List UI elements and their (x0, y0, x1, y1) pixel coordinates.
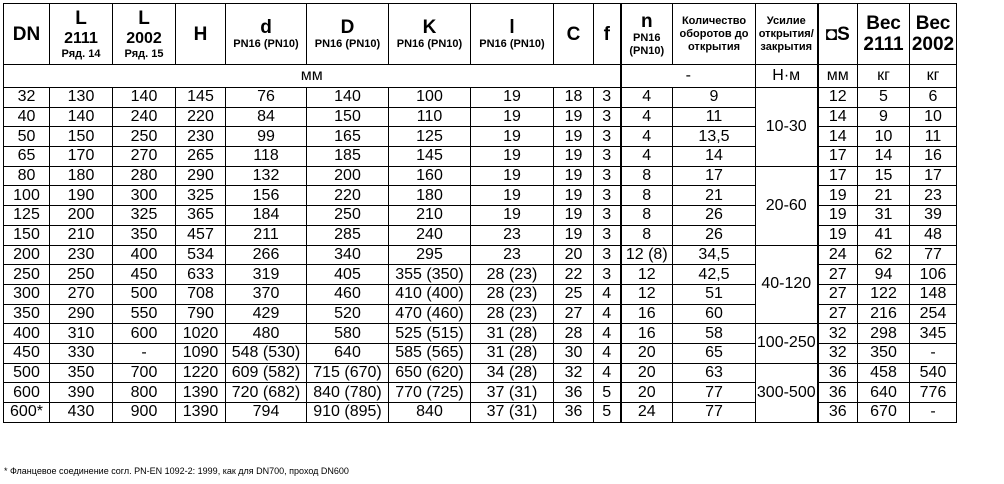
cell-l: 28 (23) (471, 265, 554, 285)
units-nm: Н·м (756, 65, 818, 88)
cell-turns: 77 (673, 383, 756, 403)
cell-d-small: 211 (226, 225, 307, 245)
units-row (4, 65, 957, 88)
cell-h: 1220 (176, 363, 226, 383)
cell-turns: 65 (673, 343, 756, 363)
cell-c: 19 (554, 206, 594, 226)
cell-weight-2002: 39 (910, 206, 957, 226)
table-row (4, 324, 957, 344)
cell-n: 16 (621, 324, 673, 344)
torque-group: 300-500 (756, 363, 818, 422)
cell-l2002: 350 (113, 225, 176, 245)
cell-k: 410 (400) (389, 284, 471, 304)
cell-d-small: 156 (226, 186, 307, 206)
header-weight-2111: Вес 2111 (858, 4, 910, 65)
cell-h: 325 (176, 186, 226, 206)
table-body (4, 88, 957, 423)
cell-d-large: 165 (307, 127, 389, 147)
cell-c: 19 (554, 186, 594, 206)
cell-c: 28 (554, 324, 594, 344)
cell-l2111: 200 (50, 206, 113, 226)
cell-weight-2002: 106 (910, 265, 957, 285)
cell-f: 3 (594, 245, 621, 265)
torque-group: 20-60 (756, 166, 818, 245)
cell-s: 36 (818, 403, 858, 423)
cell-dn: 600 (4, 383, 50, 403)
cell-n: 20 (621, 343, 673, 363)
cell-dn: 400 (4, 324, 50, 344)
cell-turns: 26 (673, 225, 756, 245)
cell-k: 650 (620) (389, 363, 471, 383)
cell-turns: 63 (673, 363, 756, 383)
cell-d-small: 132 (226, 166, 307, 186)
cell-dn: 50 (4, 127, 50, 147)
cell-k: 100 (389, 88, 471, 108)
cell-l: 28 (23) (471, 284, 554, 304)
cell-l2002: 250 (113, 127, 176, 147)
cell-s: 27 (818, 304, 858, 324)
cell-f: 4 (594, 284, 621, 304)
cell-d-small: 99 (226, 127, 307, 147)
torque-group: 10-30 (756, 88, 818, 167)
cell-weight-2111: 458 (858, 363, 910, 383)
cell-weight-2002: 148 (910, 284, 957, 304)
cell-dn: 150 (4, 225, 50, 245)
cell-l: 28 (23) (471, 304, 554, 324)
cell-f: 3 (594, 107, 621, 127)
cell-n: 20 (621, 363, 673, 383)
header-dn: DN (4, 4, 50, 65)
cell-d-large: 715 (670) (307, 363, 389, 383)
cell-weight-2111: 640 (858, 383, 910, 403)
cell-l2002: 550 (113, 304, 176, 324)
cell-s: 19 (818, 186, 858, 206)
cell-k: 585 (565) (389, 343, 471, 363)
cell-n: 12 (8) (621, 245, 673, 265)
cell-s: 32 (818, 343, 858, 363)
cell-l: 19 (471, 88, 554, 108)
cell-l: 23 (471, 245, 554, 265)
cell-k: 180 (389, 186, 471, 206)
cell-s: 32 (818, 324, 858, 344)
cell-f: 3 (594, 127, 621, 147)
cell-k: 770 (725) (389, 383, 471, 403)
cell-turns: 58 (673, 324, 756, 344)
cell-l2002: 800 (113, 383, 176, 403)
cell-turns: 51 (673, 284, 756, 304)
cell-l: 19 (471, 107, 554, 127)
cell-s: 14 (818, 127, 858, 147)
cell-d-small: 794 (226, 403, 307, 423)
units-mm-s: мм (818, 65, 858, 88)
cell-weight-2002: 77 (910, 245, 957, 265)
cell-k: 295 (389, 245, 471, 265)
cell-s: 17 (818, 166, 858, 186)
cell-d-large: 200 (307, 166, 389, 186)
cell-l2002: 500 (113, 284, 176, 304)
spec-table-wrapper (3, 3, 957, 423)
cell-weight-2002: 254 (910, 304, 957, 324)
cell-l: 19 (471, 166, 554, 186)
cell-f: 3 (594, 147, 621, 167)
cell-n: 12 (621, 284, 673, 304)
cell-l2111: 250 (50, 265, 113, 285)
cell-l2002: 400 (113, 245, 176, 265)
header-l2002: L 2002 Ряд. 15 (113, 4, 176, 65)
cell-l2111: 190 (50, 186, 113, 206)
cell-n: 8 (621, 166, 673, 186)
cell-d-large: 910 (895) (307, 403, 389, 423)
cell-dn: 350 (4, 304, 50, 324)
cell-l2111: 210 (50, 225, 113, 245)
cell-turns: 11 (673, 107, 756, 127)
cell-l2111: 310 (50, 324, 113, 344)
header-d-small: d PN16 (PN10) (226, 4, 307, 65)
cell-n: 8 (621, 225, 673, 245)
cell-c: 20 (554, 245, 594, 265)
cell-h: 790 (176, 304, 226, 324)
cell-f: 4 (594, 324, 621, 344)
cell-dn: 300 (4, 284, 50, 304)
cell-l: 37 (31) (471, 383, 554, 403)
cell-n: 12 (621, 265, 673, 285)
header-d-large: D PN16 (PN10) (307, 4, 389, 65)
header-c: C (554, 4, 594, 65)
cell-f: 5 (594, 383, 621, 403)
torque-group: 100-250 (756, 324, 818, 363)
cell-s: 27 (818, 265, 858, 285)
cell-weight-2111: 122 (858, 284, 910, 304)
table-row (4, 363, 957, 383)
cell-h: 220 (176, 107, 226, 127)
cell-weight-2111: 62 (858, 245, 910, 265)
cell-l: 23 (471, 225, 554, 245)
cell-d-small: 118 (226, 147, 307, 167)
header-k: K PN16 (PN10) (389, 4, 471, 65)
cell-l2111: 170 (50, 147, 113, 167)
cell-d-large: 460 (307, 284, 389, 304)
header-l: l PN16 (PN10) (471, 4, 554, 65)
cell-d-large: 285 (307, 225, 389, 245)
cell-weight-2111: 15 (858, 166, 910, 186)
cell-d-small: 609 (582) (226, 363, 307, 383)
cell-l2002: 600 (113, 324, 176, 344)
cell-d-small: 370 (226, 284, 307, 304)
cell-k: 125 (389, 127, 471, 147)
cell-weight-2111: 41 (858, 225, 910, 245)
cell-l2111: 430 (50, 403, 113, 423)
cell-l2002: 325 (113, 206, 176, 226)
cell-turns: 42,5 (673, 265, 756, 285)
cell-weight-2111: 94 (858, 265, 910, 285)
cell-dn: 600* (4, 403, 50, 423)
cell-weight-2111: 9 (858, 107, 910, 127)
cell-c: 19 (554, 225, 594, 245)
cell-c: 19 (554, 127, 594, 147)
header-f: f (594, 4, 621, 65)
cell-f: 3 (594, 186, 621, 206)
cell-c: 27 (554, 304, 594, 324)
cell-weight-2002: - (910, 343, 957, 363)
cell-l2111: 270 (50, 284, 113, 304)
cell-l2002: 300 (113, 186, 176, 206)
units-dash: - (621, 65, 756, 88)
cell-l: 19 (471, 127, 554, 147)
cell-h: 265 (176, 147, 226, 167)
cell-n: 24 (621, 403, 673, 423)
cell-h: 290 (176, 166, 226, 186)
cell-n: 4 (621, 147, 673, 167)
cell-n: 8 (621, 206, 673, 226)
cell-l2002: 700 (113, 363, 176, 383)
cell-dn: 32 (4, 88, 50, 108)
cell-d-large: 640 (307, 343, 389, 363)
cell-l: 37 (31) (471, 403, 554, 423)
cell-s: 12 (818, 88, 858, 108)
cell-h: 1090 (176, 343, 226, 363)
cell-n: 16 (621, 304, 673, 324)
cell-f: 3 (594, 88, 621, 108)
units-kg-2111: кг (858, 65, 910, 88)
cell-f: 3 (594, 206, 621, 226)
cell-l: 19 (471, 186, 554, 206)
cell-d-large: 405 (307, 265, 389, 285)
cell-k: 160 (389, 166, 471, 186)
cell-l2002: 140 (113, 88, 176, 108)
cell-l: 19 (471, 206, 554, 226)
cell-h: 1390 (176, 403, 226, 423)
cell-s: 19 (818, 225, 858, 245)
cell-weight-2002: 776 (910, 383, 957, 403)
cell-turns: 14 (673, 147, 756, 167)
cell-c: 32 (554, 363, 594, 383)
cell-c: 19 (554, 107, 594, 127)
cell-k: 840 (389, 403, 471, 423)
cell-f: 4 (594, 363, 621, 383)
cell-d-large: 340 (307, 245, 389, 265)
cell-weight-2002: 345 (910, 324, 957, 344)
cell-l2111: 390 (50, 383, 113, 403)
valve-spec-table (3, 3, 957, 423)
cell-weight-2002: 17 (910, 166, 957, 186)
cell-h: 708 (176, 284, 226, 304)
cell-d-small: 720 (682) (226, 383, 307, 403)
cell-h: 230 (176, 127, 226, 147)
cell-c: 25 (554, 284, 594, 304)
cell-c: 30 (554, 343, 594, 363)
cell-d-small: 319 (226, 265, 307, 285)
cell-h: 534 (176, 245, 226, 265)
cell-d-small: 266 (226, 245, 307, 265)
cell-k: 210 (389, 206, 471, 226)
units-mm: мм (4, 65, 621, 88)
cell-l: 31 (28) (471, 324, 554, 344)
cell-weight-2002: 10 (910, 107, 957, 127)
cell-l2111: 180 (50, 166, 113, 186)
cell-dn: 80 (4, 166, 50, 186)
cell-weight-2002: 16 (910, 147, 957, 167)
cell-weight-2002: 48 (910, 225, 957, 245)
cell-k: 525 (515) (389, 324, 471, 344)
header-row (4, 4, 957, 65)
cell-s: 36 (818, 363, 858, 383)
cell-dn: 450 (4, 343, 50, 363)
cell-weight-2002: 6 (910, 88, 957, 108)
cell-d-large: 250 (307, 206, 389, 226)
cell-s: 36 (818, 383, 858, 403)
cell-d-large: 150 (307, 107, 389, 127)
cell-f: 3 (594, 265, 621, 285)
cell-turns: 60 (673, 304, 756, 324)
cell-k: 355 (350) (389, 265, 471, 285)
cell-s: 19 (818, 206, 858, 226)
cell-f: 5 (594, 403, 621, 423)
footnote: * Фланцевое соединение согл. PN-EN 1092-2: 1999, как для DN700, проход DN600 (4, 466, 349, 476)
cell-n: 20 (621, 383, 673, 403)
cell-k: 145 (389, 147, 471, 167)
cell-n: 4 (621, 107, 673, 127)
cell-l2002: 900 (113, 403, 176, 423)
cell-n: 8 (621, 186, 673, 206)
cell-l: 31 (28) (471, 343, 554, 363)
cell-dn: 200 (4, 245, 50, 265)
cell-weight-2111: 5 (858, 88, 910, 108)
cell-weight-2002: 23 (910, 186, 957, 206)
cell-k: 110 (389, 107, 471, 127)
cell-weight-2111: 216 (858, 304, 910, 324)
cell-d-small: 184 (226, 206, 307, 226)
cell-l: 19 (471, 147, 554, 167)
table-row (4, 245, 957, 265)
cell-l2111: 150 (50, 127, 113, 147)
cell-h: 633 (176, 265, 226, 285)
cell-d-small: 548 (530) (226, 343, 307, 363)
cell-weight-2111: 14 (858, 147, 910, 167)
cell-weight-2111: 670 (858, 403, 910, 423)
cell-turns: 21 (673, 186, 756, 206)
cell-weight-2002: - (910, 403, 957, 423)
cell-n: 4 (621, 88, 673, 108)
cell-s: 17 (818, 147, 858, 167)
cell-l2111: 350 (50, 363, 113, 383)
cell-dn: 65 (4, 147, 50, 167)
cell-turns: 9 (673, 88, 756, 108)
cell-s: 27 (818, 284, 858, 304)
cell-d-large: 840 (780) (307, 383, 389, 403)
cell-turns: 13,5 (673, 127, 756, 147)
cell-l2111: 290 (50, 304, 113, 324)
cell-d-large: 220 (307, 186, 389, 206)
cell-h: 457 (176, 225, 226, 245)
cell-l2002: 450 (113, 265, 176, 285)
cell-f: 4 (594, 343, 621, 363)
cell-weight-2111: 298 (858, 324, 910, 344)
header-h: H (176, 4, 226, 65)
cell-d-small: 84 (226, 107, 307, 127)
cell-weight-2111: 31 (858, 206, 910, 226)
cell-turns: 77 (673, 403, 756, 423)
cell-k: 470 (460) (389, 304, 471, 324)
cell-h: 365 (176, 206, 226, 226)
cell-d-large: 140 (307, 88, 389, 108)
header-turns: Количество оборотов до открытия (673, 4, 756, 65)
header-s: ◘S (818, 4, 858, 65)
cell-l2111: 130 (50, 88, 113, 108)
cell-dn: 125 (4, 206, 50, 226)
cell-d-small: 429 (226, 304, 307, 324)
cell-c: 36 (554, 403, 594, 423)
cell-s: 14 (818, 107, 858, 127)
cell-s: 24 (818, 245, 858, 265)
table-row (4, 166, 957, 186)
cell-l2002: 280 (113, 166, 176, 186)
cell-l2002: - (113, 343, 176, 363)
cell-f: 4 (594, 304, 621, 324)
cell-f: 3 (594, 225, 621, 245)
cell-h: 145 (176, 88, 226, 108)
header-l2111: L 2111 Ряд. 14 (50, 4, 113, 65)
table-row (4, 88, 957, 108)
header-force: Усилие открытия/ закрытия (756, 4, 818, 65)
cell-weight-2002: 540 (910, 363, 957, 383)
cell-l2002: 270 (113, 147, 176, 167)
cell-k: 240 (389, 225, 471, 245)
cell-c: 19 (554, 147, 594, 167)
cell-h: 1020 (176, 324, 226, 344)
cell-dn: 250 (4, 265, 50, 285)
cell-c: 22 (554, 265, 594, 285)
cell-l: 34 (28) (471, 363, 554, 383)
torque-group: 40-120 (756, 245, 818, 324)
cell-d-large: 580 (307, 324, 389, 344)
cell-c: 36 (554, 383, 594, 403)
cell-weight-2002: 11 (910, 127, 957, 147)
cell-c: 18 (554, 88, 594, 108)
cell-c: 19 (554, 166, 594, 186)
cell-turns: 34,5 (673, 245, 756, 265)
units-kg-2002: кг (910, 65, 957, 88)
cell-l2111: 230 (50, 245, 113, 265)
cell-d-large: 520 (307, 304, 389, 324)
cell-n: 4 (621, 127, 673, 147)
cell-turns: 17 (673, 166, 756, 186)
cell-l2002: 240 (113, 107, 176, 127)
cell-h: 1390 (176, 383, 226, 403)
cell-l2111: 140 (50, 107, 113, 127)
cell-dn: 500 (4, 363, 50, 383)
cell-d-small: 76 (226, 88, 307, 108)
cell-dn: 40 (4, 107, 50, 127)
cell-turns: 26 (673, 206, 756, 226)
cell-weight-2111: 10 (858, 127, 910, 147)
header-n: n PN16 (PN10) (621, 4, 673, 65)
cell-d-small: 480 (226, 324, 307, 344)
cell-weight-2111: 21 (858, 186, 910, 206)
cell-l2111: 330 (50, 343, 113, 363)
cell-dn: 100 (4, 186, 50, 206)
cell-d-large: 185 (307, 147, 389, 167)
header-weight-2002: Вес 2002 (910, 4, 957, 65)
cell-weight-2111: 350 (858, 343, 910, 363)
cell-f: 3 (594, 166, 621, 186)
